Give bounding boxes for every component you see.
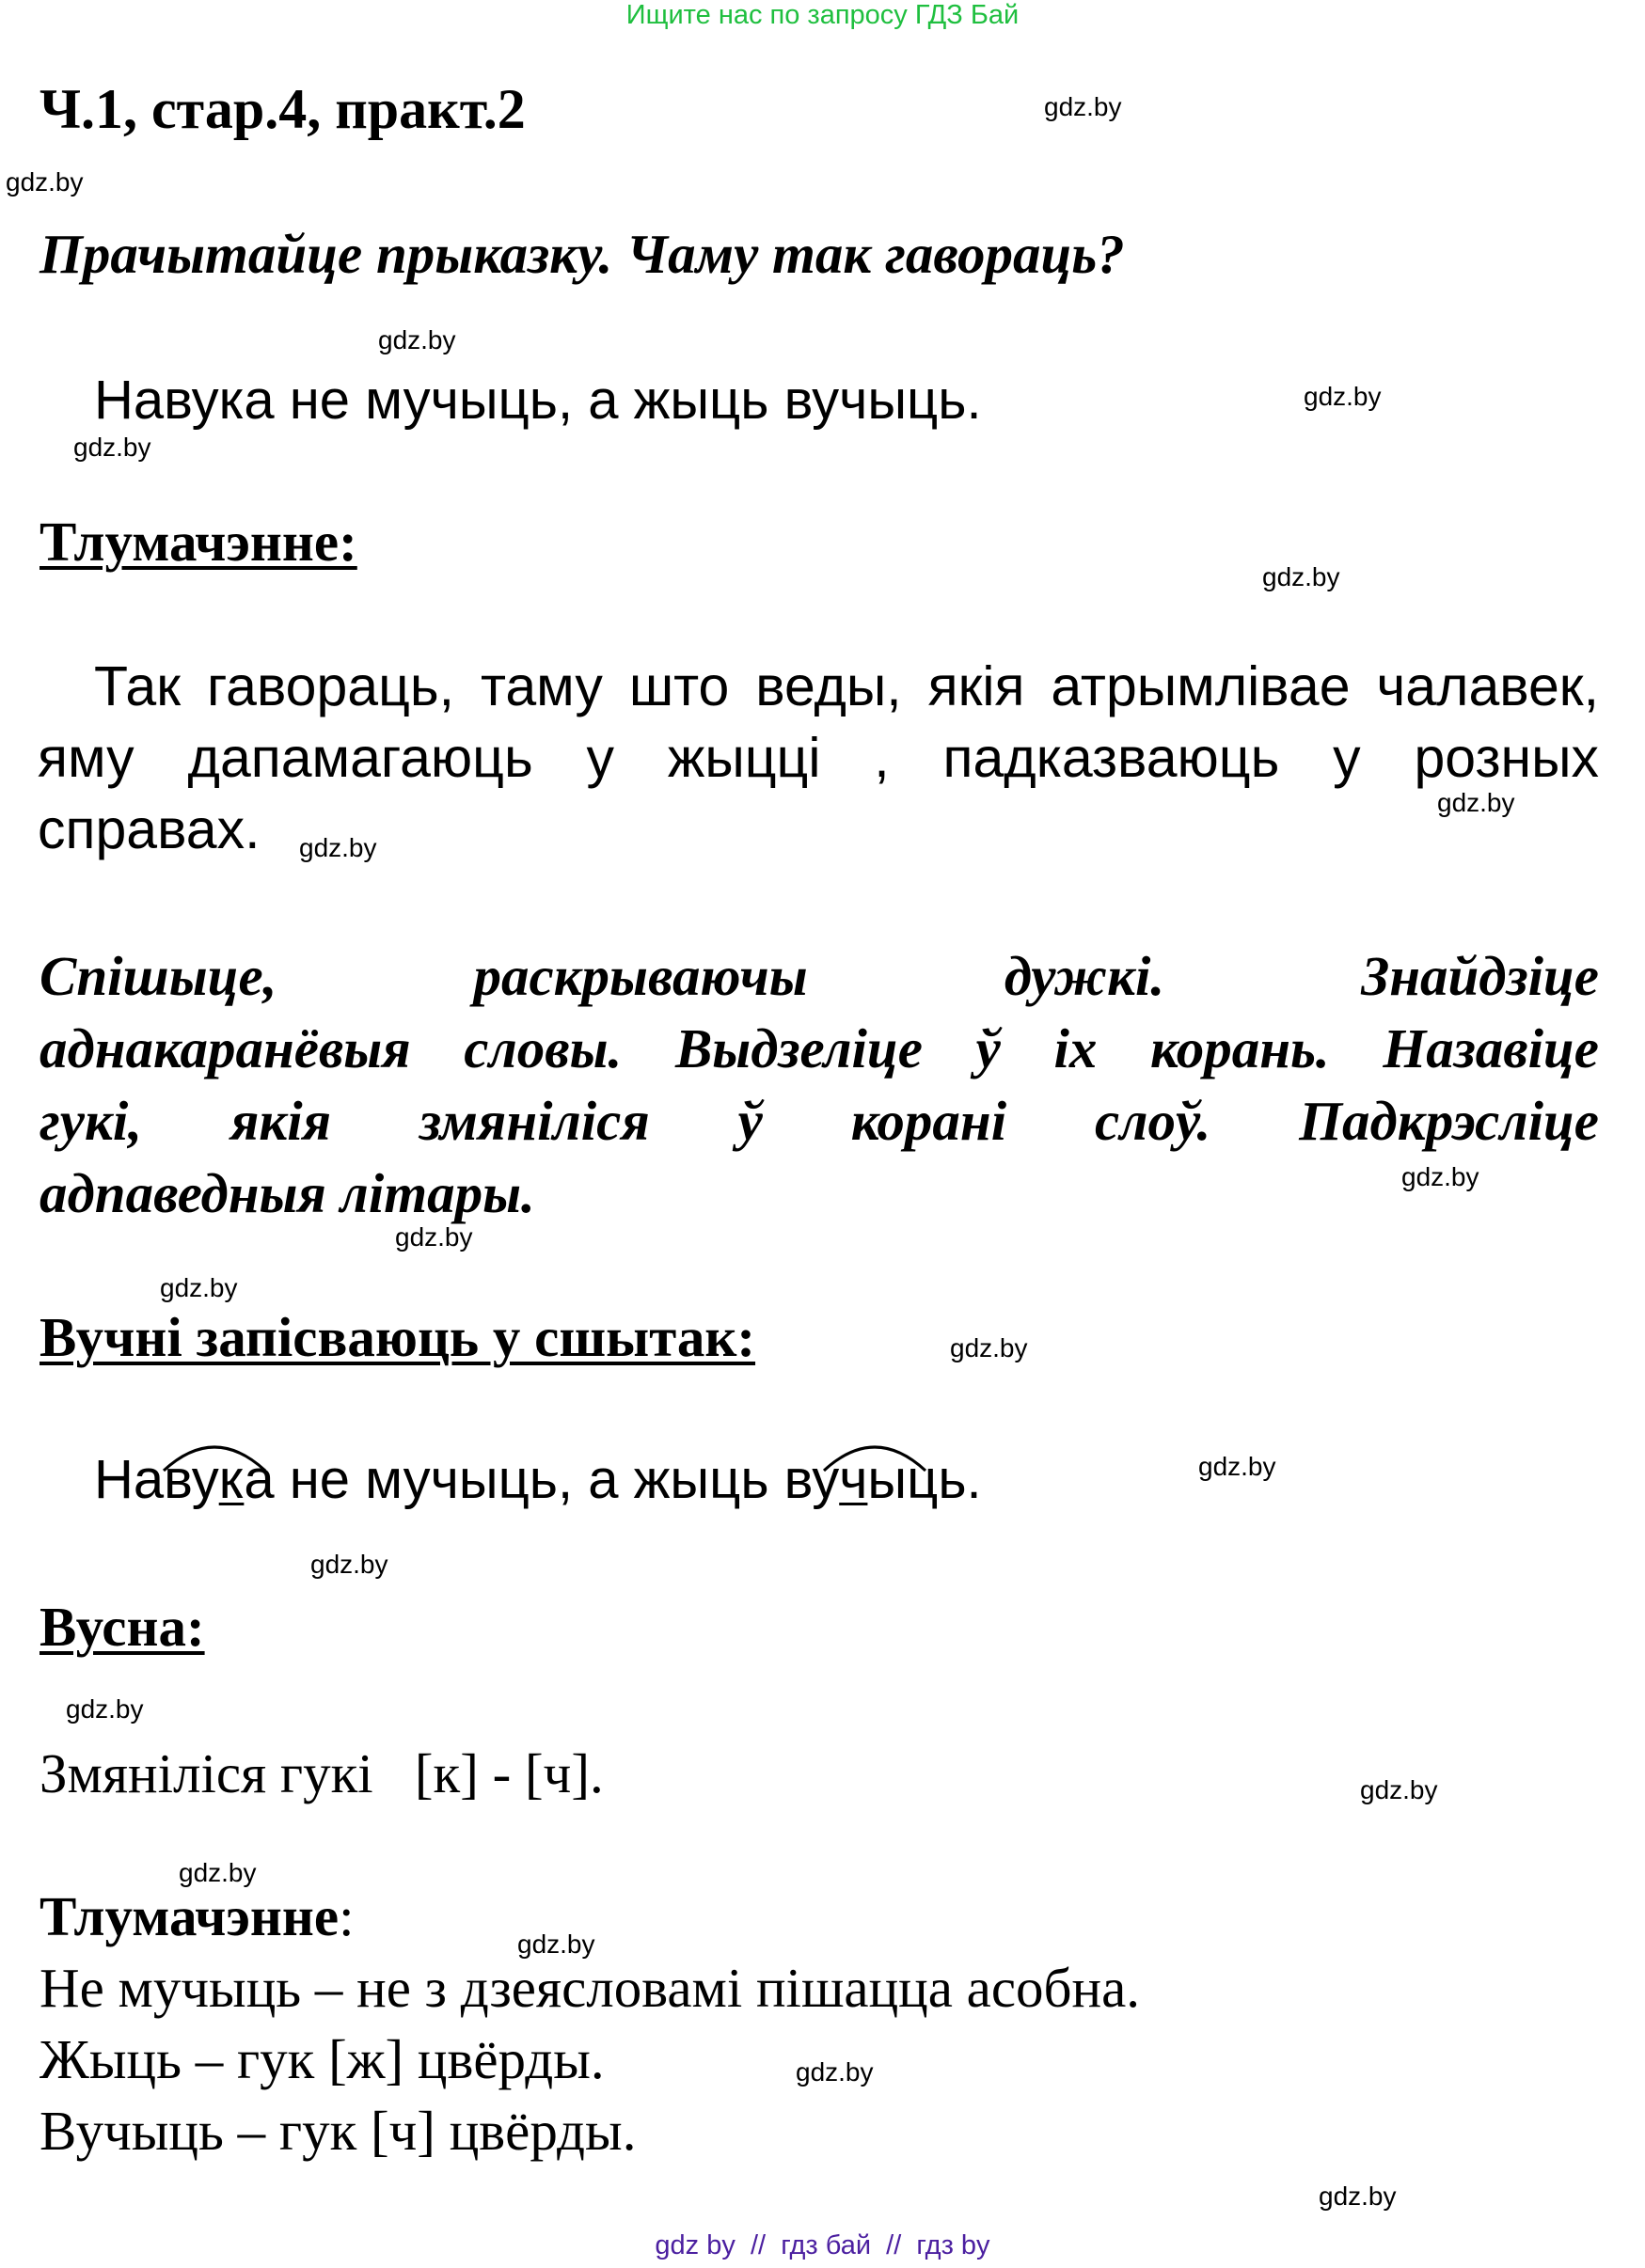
watermark: gdz.by	[6, 167, 84, 197]
explanation2-line: Жыць – гук [ж] цвёрды.	[40, 2028, 605, 2090]
watermark: gdz.by	[1401, 1162, 1479, 1191]
proverb: Навука не мучыць, а жыць вучыць.	[94, 370, 982, 431]
watermark: gdz.by	[160, 1273, 238, 1302]
root-arc-icon	[160, 1437, 273, 1474]
word1-underlined-letter: к	[218, 1449, 245, 1510]
explanation2-heading	[40, 1884, 355, 1949]
explanation1-line: яму дапамагаюць у жыцці , падказваюць у розных	[38, 727, 1599, 789]
watermark: gdz.by	[1304, 382, 1382, 411]
explanation2-heading-text: Тлумачэнне	[40, 1885, 340, 1947]
word1-ending: а	[244, 1449, 275, 1510]
oral-text: Змяніліся гукі [к] - [ч].	[40, 1742, 604, 1804]
explanation2-line: Вучыць – гук [ч] цвёрды.	[40, 2100, 637, 2162]
watermark: gdz.by	[1437, 788, 1515, 817]
watermark: gdz.by	[1262, 562, 1340, 591]
task2-line: Спішыце, раскрываючы дужкі. Знайдзіце	[40, 945, 1599, 1007]
watermark: gdz.by	[1360, 1775, 1438, 1804]
notebook-heading: Вучні запісваюць у сшытак:	[40, 1306, 756, 1368]
explanation1-heading: Тлумачэнне:	[40, 511, 357, 573]
root-arc-icon	[820, 1437, 931, 1474]
watermark: gdz.by	[310, 1550, 388, 1579]
watermark: gdz.by	[66, 1694, 144, 1724]
word2-root-text: ву	[783, 1449, 840, 1510]
watermark: gdz.by	[378, 325, 456, 354]
explanation2-line: Не мучыць – не з дзеясловамі пішацца асобна.	[40, 1957, 1141, 2019]
explanation2-colon: :	[339, 1885, 355, 1947]
watermark: gdz.by	[796, 2057, 874, 2087]
explanation1-line: справах.	[38, 798, 261, 860]
page-title: Ч.1, стар.4, практ.2	[40, 78, 526, 140]
top-banner: Ищите нас по запросу ГДЗ Бай	[625, 0, 1020, 30]
sentence-middle: не мучыць, а жыць	[274, 1449, 784, 1510]
watermark: gdz.by	[517, 1929, 595, 1959]
watermark: gdz.by	[1198, 1452, 1276, 1481]
task2-line: адпаведныя літары.	[40, 1162, 535, 1224]
explanation1-text	[38, 651, 1599, 865]
watermark: gdz.by	[179, 1858, 257, 1887]
watermark: gdz.by	[1319, 2181, 1397, 2211]
watermark: gdz.by	[395, 1222, 473, 1252]
watermark: gdz.by	[299, 833, 377, 862]
task2-line: аднакаранёвыя словы. Выдзеліце ў іх корань. Назавіце	[40, 1017, 1599, 1079]
watermark: gdz.by	[1044, 92, 1122, 121]
word1-prefix: На	[94, 1449, 165, 1510]
task1-instruction: Прачытайце прыказку. Чаму так гавораць?	[40, 223, 1125, 285]
word2-underlined-letter: ч	[839, 1449, 868, 1510]
word1-root-text: ву	[164, 1449, 219, 1510]
word2-ending: ыць.	[867, 1449, 982, 1510]
task2-line: гукі, якія змяніліся ў корані слоў. Падкрэсліце	[40, 1090, 1599, 1152]
footer-watermark: gdz by // гдз бай // гдз by	[655, 2230, 990, 2260]
oral-heading: Вусна:	[40, 1596, 205, 1658]
task2-instruction	[40, 940, 1599, 1230]
watermark: gdz.by	[950, 1333, 1028, 1362]
explanation1-line: Так гавораць, таму што веды, якія атрымлівае чалавек,	[94, 655, 1599, 717]
watermark: gdz.by	[73, 433, 151, 462]
